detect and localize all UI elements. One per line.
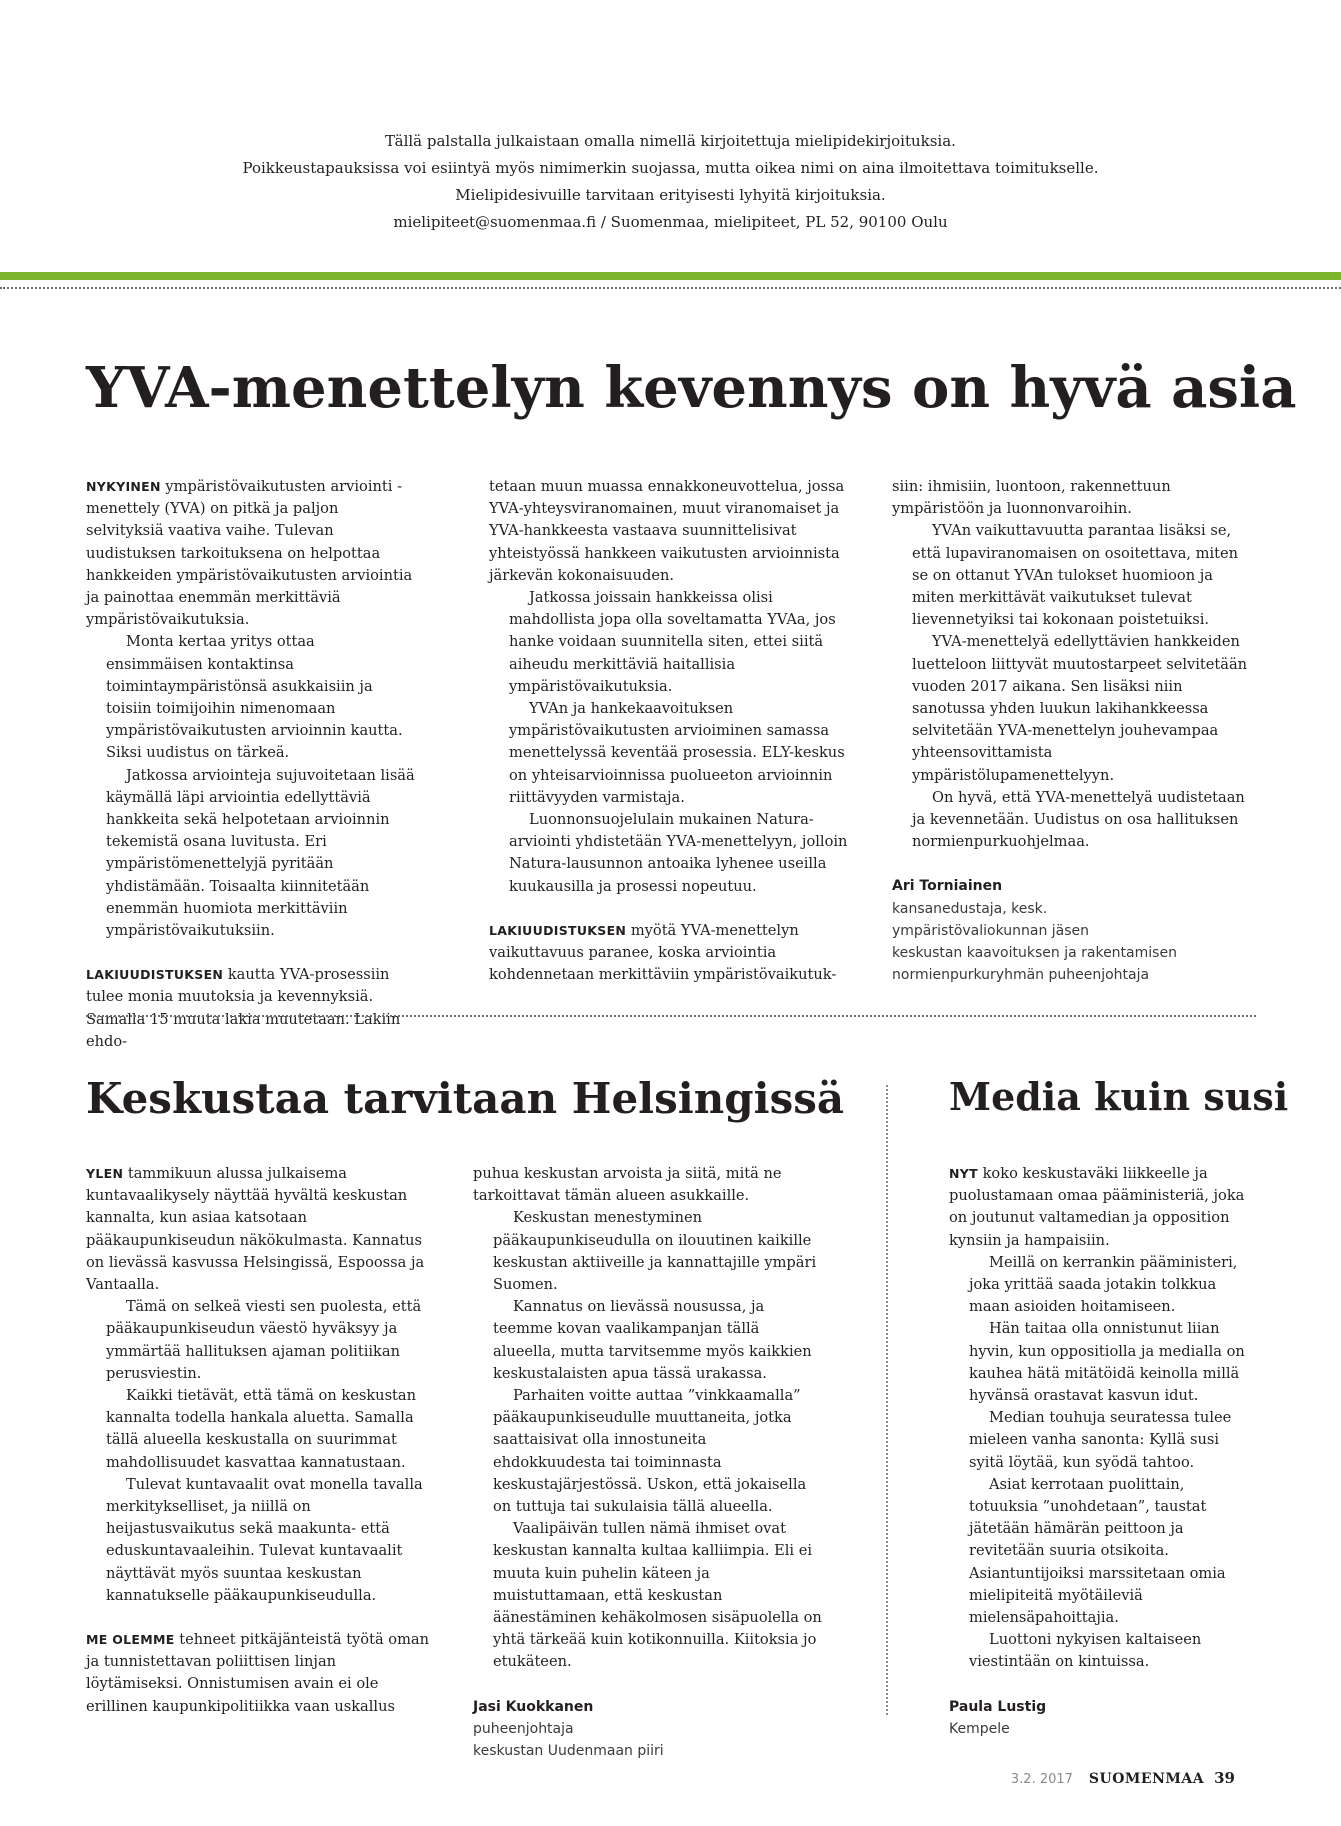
author-title: ympäristövaliokunnan jäsen: [892, 922, 1090, 939]
author-title: keskustan kaavoituksen ja rakentamisen: [892, 945, 1177, 962]
paragraph: YVAn ja hankekaavoituksen ympäristövaikutusten arvioiminen samassa menettelyssä keventää prosessia. ELY-keskus on yhteisarvioinnissa puolueeton arvioinnin riittävyyden varmistaja.: [509, 700, 845, 806]
paragraph: Median touhuja seuratessa tulee mieleen vanha sanonta: Kyllä susi syitä löytää, kun syödä tahtoo.: [969, 1409, 1232, 1471]
article-column: [949, 1163, 1254, 1740]
paragraph: [86, 1629, 436, 1718]
article-column: [489, 476, 851, 986]
paragraph-text: koko keskustaväki liikkeelle ja puolustamaan omaa pääministeriä, joka on joutunut valtamedian ja opposition kynsiin ja hampaisiin.: [949, 1165, 1245, 1249]
paragraph: siin: ihmisiin, luontoon, rakennettuun ympäristöön ja luonnonvaroihin.: [892, 478, 1171, 518]
intro-contact-line: mielipiteet@suomenmaa.fi / Suomenmaa, mielipiteet, PL 52, 90100 Oulu: [393, 213, 948, 231]
paragraph: Tämä on selkeä viesti sen puolesta, että pääkaupunkiseudun väestö hyväksyy ja ymmärtää hallituksen ajaman politiikan perusviestin.: [106, 1298, 422, 1382]
page-footer: [1010, 1769, 1235, 1793]
paragraph: On hyvä, että YVA-menettelyä uudistetaan ja kevennetään. Uudistus on osa hallituksen normienpurkuohjelmaa.: [912, 788, 1245, 851]
paragraph-text: kautta YVA-prosessiin tulee monia muutoksia ja kevennyksiä. Samalla 15 muuta lakia muutetaan. Lakiin ehdo-: [86, 966, 401, 1050]
author-name: Paula Lustig: [949, 1698, 1047, 1715]
paragraph: Luottoni nykyisen kaltaiseen viestintään on kintuissa.: [969, 1631, 1202, 1671]
paragraph: puhua keskustan arvoista ja siitä, mitä ne tarkoittavat tämän alueen asukkaille.: [473, 1165, 782, 1205]
paragraph: Vaalipäivän tullen nämä ihmiset ovat keskustan kannalta kultaa kalliimpia. Eli ei muuta kuin puhelin käteen ja muistuttamaan, että keskustan äänestäminen kehäkolmosen sisäpuolella on yhtä tärkeää kuin kotikonnuilla. Kiitoksia jo etukäteen.: [493, 1520, 822, 1671]
paragraph: Luonnonsuojelulain mukainen Natura-arviointi yhdistetään YVA-menettelyyn, jolloin Natura-lausunnon antoaika lyhenee useilla kuukausilla ja prosessi nopeutuu.: [509, 811, 848, 895]
paragraph: Meillä on kerrankin pääministeri, joka yrittää saada jotakin tolkkua maan asioiden hoitamiseen.: [969, 1253, 1238, 1316]
paragraph: Tulevat kuntavaalit ovat monella tavalla merkitykselliset, ja niillä on heijastusvaikutus sekä maakunta- että eduskuntavaaleihin. Tulevat kuntavaalit näyttävät myös suuntaa keskustan kannatukselle pääkaupunkiseudulla.: [106, 1475, 423, 1604]
intro-line: Poikkeustapauksissa voi esiintyä myös nimimerkin suojassa, mutta oikea nimi on aina ilmoitettava toimitukselle.: [242, 159, 1099, 177]
paragraph-text: tammikuun alussa julkaisema kuntavaalikysely näyttää hyvältä keskustan kannalta, kun asiaa katsotaan pääkaupunkiseudun näkökulmasta. Kannatus on lievässä kasvussa Helsingissä, Espoossa ja Vantaalla.: [86, 1165, 425, 1294]
lead-word: YLEN: [86, 1166, 124, 1181]
paragraph: Kaikki tietävät, että tämä on keskustan kannalta todella hankala aluetta. Samalla tällä alueella keskustalla on suurimmat mahdollisuudet kasvattaa kannatustaan.: [106, 1387, 417, 1471]
paragraph: Monta kertaa yritys ottaa ensimmäisen kontaktinsa toimintaympäristönsä asukkaisiin ja toisiin toimijoihin nimenomaan ympäristövaikutusten arvioinnin kautta. Siksi uudistus on tärkeä.: [106, 633, 403, 762]
author-location: Kempele: [949, 1720, 1010, 1737]
paragraph-text: myötä YVA-menettelyn vaikuttavuus paranee, koska arviointia kohdennetaan merkittäviin ympäristövaikutuk-: [489, 921, 837, 984]
author-title: puheenjohtaja: [473, 1720, 574, 1737]
paragraph: [86, 1163, 436, 1296]
author-title: kansanedustaja, kesk.: [892, 900, 1048, 917]
article-column: [473, 1163, 823, 1762]
dotted-divider: [86, 1015, 1256, 1017]
accent-divider: [0, 272, 1341, 280]
article-title: YVA-menettelyn kevennys on hyvä asia: [86, 355, 1297, 421]
lead-word: LAKIUUDISTUKSEN: [489, 922, 627, 938]
author-title: keskustan Uudenmaan piiri: [473, 1743, 664, 1760]
paragraph: Jatkossa joissain hankkeissa olisi mahdollista jopa olla soveltamatta YVAa, jos hanke voidaan suunnitella siten, ettei siitä aiheudu merkittäviä haitallisia ympäristövaikutuksia.: [509, 589, 836, 695]
paragraph: Hän taitaa olla onnistunut liian hyvin, kun oppositiolla ja medialla on kauhea hätä mitätöidä keinolla millä hyvänsä orastavat kasvun idut.: [969, 1320, 1245, 1405]
paragraph: Kannatus on lievässä nousussa, ja teemme kovan vaalikampanjan tällä alueella, mutta tarvitsemme myös kaikkien keskustalaisten apua tässä urakassa.: [493, 1298, 812, 1382]
paragraph: YVA-menettelyä edellyttävien hankkeiden luetteloon liittyvät muutostarpeet selvitetään vuoden 2017 aikana. Sen lisäksi niin sanotussa yhden luukun lakihankkeessa selvitetään YVA-menettelyn jouhevampaa yhteensovittamista ympäristölupamenettelyyn.: [912, 633, 1248, 784]
article-title: Media kuin susi: [949, 1074, 1289, 1119]
paragraph: YVAn vaikuttavuutta parantaa lisäksi se, että lupaviranomaisen on osoitettava, miten se on ottanut YVAn tulokset huomioon ja miten merkittävät vaikutukset tulevat lievennetyiksi tai kokonaan poistetuiksi.: [912, 522, 1239, 629]
magazine-name: SUOMENMAA: [1088, 1771, 1205, 1787]
lead-word: LAKIUUDISTUKSEN: [86, 967, 224, 983]
article-column: [86, 476, 416, 1053]
lead-word: ME OLEMME: [86, 1632, 175, 1648]
paragraph: [86, 476, 416, 631]
article-column: [86, 1163, 436, 1718]
author-name: Jasi Kuokkanen: [473, 1698, 594, 1715]
paragraph: Asiat kerrotaan puolittain, totuuksia ”unohdetaan”, taustat jätetään hämärän peittoon ja revitetään suuria otsikoita. Asiantuntijoiksi marssitetaan omia mielipiteitä myötäileviä mielensäpahoittajia.: [969, 1475, 1226, 1627]
author-title: normienpurkuryhmän puheenjohtaja: [892, 967, 1150, 984]
article-column: [892, 476, 1254, 986]
paragraph: tetaan muun muassa ennakkoneuvottelua, jossa YVA-yhteysviranomainen, muut viranomaiset ja YVA-hankkeesta vastaava suunnittelisivat yhteistyössä hankkeen vaikutusten arvioinnista järkevän kokonaisuuden.: [489, 478, 845, 584]
paragraph-text: tehneet pitkäjänteistä työtä oman ja tunnistettavan poliittisen linjan löytämiseksi. Onnistumisen avain ei ole erillinen kaupunkipolitiikka vaan uskallus: [86, 1631, 430, 1715]
intro-notice: [0, 128, 1341, 236]
paragraph: Jatkossa arviointeja sujuvoitetaan lisää käymällä läpi arviointia edellyttäviä hankkeita sekä helpotetaan arvioinnin tekemistä osana luvitusta. Eri ympäristömenettelyjä pyritään yhdistämään. Toisaalta kiinnitetään enemmän huomiota merkittäviin ympäristövaikutuksiin.: [106, 766, 415, 940]
intro-line: Tällä palstalla julkaistaan omalla nimellä kirjoitettuja mielipidekirjoituksia.: [385, 132, 956, 150]
paragraph: [86, 964, 416, 1053]
paragraph: Keskustan menestyminen pääkaupunkiseudulla on ilouutinen kaikille keskustan aktiiveille ja kannattajille ympäri Suomen.: [493, 1209, 817, 1294]
lead-word: NYT: [949, 1166, 978, 1181]
intro-line: Mielipidesivuille tarvitaan erityisesti lyhyitä kirjoituksia.: [455, 186, 886, 204]
article-title: Keskustaa tarvitaan Helsingissä: [86, 1074, 845, 1123]
column-divider: [886, 1085, 888, 1715]
paragraph: Parhaiten voitte auttaa ”vinkkaamalla” pääkaupunkiseudulle muuttaneita, jotka saattaisivat olla innostuneita ehdokkuudesta tai toiminnasta keskustajärjestössä. Uskon, että jokaisella on tuttuja tai sukulaisia tällä alueella.: [493, 1387, 807, 1516]
lead-word: NYKYINEN: [86, 479, 161, 494]
paragraph: [949, 1163, 1254, 1252]
paragraph-text: ympäristövaikutusten arviointi -menettely (YVA) on pitkä ja paljon selvityksiä vaativa vaihe. Tulevan uudistuksen tarkoituksena on helpottaa hankkeiden ympäristövaikutusten arviointia ja painottaa enemmän merkittäviä ympäristövaikutuksia.: [86, 478, 413, 629]
page-number: 39: [1214, 1769, 1235, 1787]
author-name: Ari Torniainen: [892, 878, 1003, 895]
paragraph: [489, 920, 851, 987]
issue-date: 3.2. 2017: [1010, 1772, 1073, 1787]
dotted-divider: [0, 287, 1341, 289]
